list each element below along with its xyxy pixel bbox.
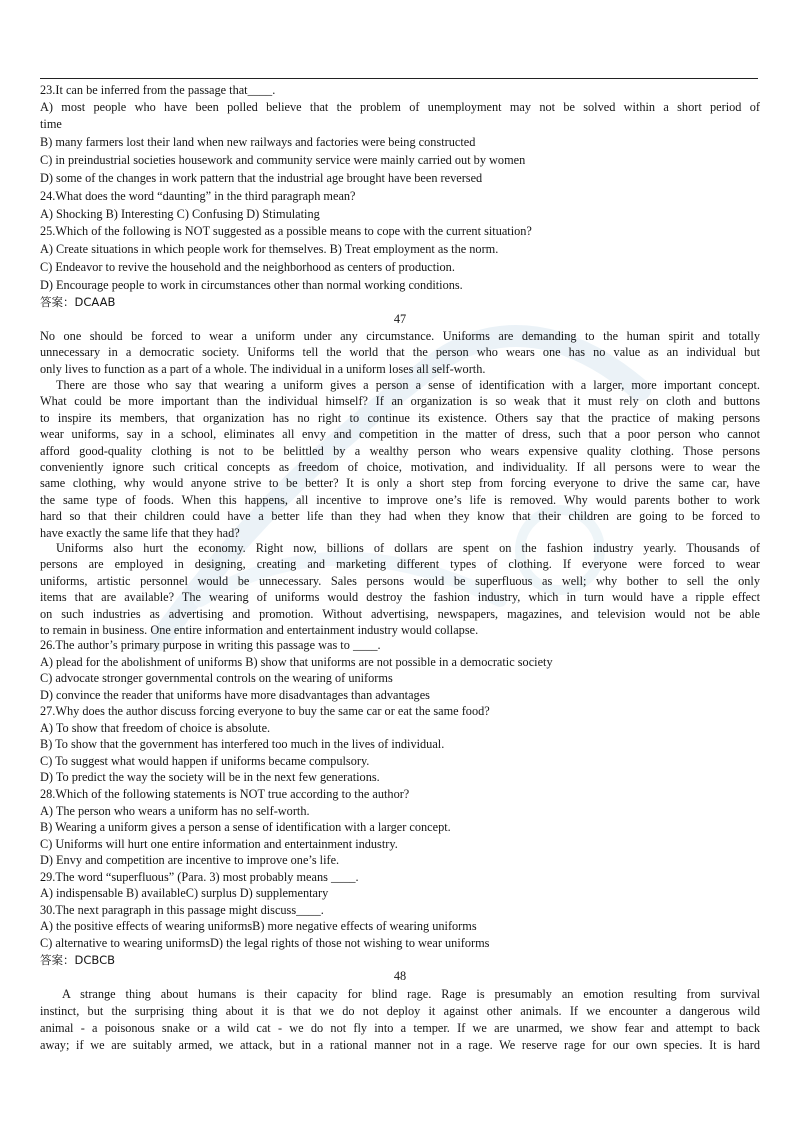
question-line: B) To show that the government has interfered too much in the lives of individual. bbox=[40, 737, 445, 752]
passage-47-p3-line: persons are employed in designing, creating and marketing different types of clothing. If everyone were forced to wear bbox=[40, 557, 760, 572]
question-24: 24.What does the word “daunting” in the third paragraph mean? bbox=[40, 189, 356, 203]
question-line: D) convince the reader that uniforms have more disadvantages than advantages bbox=[40, 687, 430, 702]
passage-47-p2-line: What could be more important than the individual himself? If an organization is so weak that it must rely on cloth and buttons bbox=[40, 394, 760, 409]
question-line: 27.Why does the author discuss forcing everyone to buy the same car or eat the same food? bbox=[40, 704, 490, 719]
option-23c: C) in preindustrial societies housework and community service were mainly carried out by women bbox=[40, 153, 526, 167]
option-23a: A) most people who have been polled believe that the problem of unemployment may not be solved within a short period of bbox=[40, 100, 760, 114]
options-25ab: A) Create situations in which people work for themselves. B) Treat employment as the norm. bbox=[40, 242, 499, 256]
option-23b: B) many farmers lost their land when new railways and factories were being constructed bbox=[40, 135, 476, 149]
question-line: A) plead for the abolishment of uniforms B) show that uniforms are not possible in a democratic society bbox=[40, 654, 553, 669]
question-line: C) To suggest what would happen if uniforms became compulsory. bbox=[40, 753, 370, 768]
question-line: 30.The next paragraph in this passage might discuss____. bbox=[40, 902, 324, 917]
passage-47-p1-line: unnecessary in a democratic society. Uniforms tell the world that the person who wears one has no value as an individual but bbox=[40, 345, 760, 360]
passage-47-p2-line: have exactly the same life that they had? bbox=[40, 525, 240, 540]
passage-48-p1-line: A strange thing about humans is their capacity for blind rage. Rage is presumably an emotion resulting from survival bbox=[62, 987, 760, 1001]
question-line: 28.Which of the following statements is NOT true according to the author? bbox=[40, 786, 410, 801]
options-24: A) Shocking B) Interesting C) Confusing D) Stimulating bbox=[40, 207, 320, 221]
passage-48-p1-line: animal - a poisonous snake or a wild cat - we do not fly into a temper. If we are unarmed, we show fear and attempt to back bbox=[40, 1021, 760, 1035]
question-line: 29.The word “superfluous” (Para. 3) most probably means ____. bbox=[40, 869, 359, 884]
question-line: C) advocate stronger governmental controls on the wearing of uniforms bbox=[40, 671, 393, 686]
passage-47-p2-line: There are those who say that wearing a uniform gives a person a sense of identification with a larger, more important concept. bbox=[56, 378, 760, 392]
passage-48-p1-line: instinct, but the surprising thing about it is that we do not deploy it against other animals. If we encounter a dangerous wild bbox=[40, 1004, 760, 1018]
passage-47-p2-line: to inspire its members, that organization has no right to continue its existence. Others say that the practice of making persons bbox=[40, 410, 760, 425]
passage-47-p3-line: items that are available? The wearing of uniforms would destroy the fashion industry, which in turn would have a ripple effect bbox=[40, 590, 760, 605]
passage-47-p2-line: wear uniforms, say in a school, eliminates all envy and competition in the matter of dress, such that a poor person who cannot bbox=[40, 427, 760, 442]
question-25: 25.Which of the following is NOT suggested as a possible means to cope with the current situation? bbox=[40, 224, 532, 238]
passage-47-p3-line: uniforms, artistic personnel would be unnecessary. Sales persons would be superfluous as well; why bother to sell the only bbox=[40, 573, 760, 588]
answer-key-2: 答案：DCBCB bbox=[40, 953, 115, 967]
option-23d: D) some of the changes in work pattern that the industrial age brought have been reversed bbox=[40, 171, 483, 185]
passage-47-p2-line: same clothing, why would anyone strive to be better? It is only a short step from forcing everyone to drive the same car, have bbox=[40, 476, 760, 491]
option-25d: D) Encourage people to work in circumstances other than normal working conditions. bbox=[40, 278, 463, 292]
question-line: A) indispensable B) availableC) surplus D) supplementary bbox=[40, 886, 329, 901]
passage-47-p2-line: the same type of foods. When this happens, all incentive to improve one’s life is removed. Why would parents bother to work bbox=[40, 492, 760, 507]
option-23a-cont: time bbox=[40, 117, 62, 131]
passage-47-p1-line: No one should be forced to wear a uniform under any circumstance. Uniforms are demanding to the human spirit and totally bbox=[40, 329, 760, 343]
question-23: 23.It can be inferred from the passage that____. bbox=[40, 83, 276, 97]
passage-47-p3-line: to remain in business. One entire information and entertainment industry would collapse. bbox=[40, 623, 479, 637]
passage-number-48: 48 bbox=[393, 969, 407, 983]
passage-47-p2-line: hard so that their children could have a better life than they had when they know that their children are going to be forced to bbox=[40, 509, 760, 524]
question-line: D) To predict the way the society will be in the next few generations. bbox=[40, 770, 380, 785]
passage-48-p1-line: away; if we are suitably armed, we attack, but in a rational manner not in a rage. We reserve rage for our own species. It is hard bbox=[40, 1038, 760, 1052]
passage-47-p1-line: only lives to function as a part of a whole. The individual in a uniform loses all self-worth. bbox=[40, 361, 486, 376]
question-line: C) Uniforms will hurt one entire information and entertainment industry. bbox=[40, 836, 398, 851]
question-line: C) alternative to wearing uniformsD) the legal rights of those not wishing to wear uniforms bbox=[40, 935, 490, 950]
passage-47-p3-line: on such industries as advertising and promotion. Without advertising, newspapers, magazines, and television would not be able bbox=[40, 606, 760, 621]
passage-47-p2-line: conveniently ignore such critical concepts as freedom of choice, motivation, and individuality. If all persons were to wear the bbox=[40, 460, 760, 474]
answer-key-1: 答案：DCAAB bbox=[40, 295, 116, 309]
question-line: A) The person who wears a uniform has no self-worth. bbox=[40, 803, 310, 818]
question-line: D) Envy and competition are incentive to improve one’s life. bbox=[40, 853, 340, 868]
option-25c: C) Endeavor to revive the household and the neighborhood as centers of production. bbox=[40, 260, 455, 274]
passage-number-47: 47 bbox=[393, 312, 407, 326]
passage-47-p3-line: Uniforms also hurt the economy. Right now, billions of dollars are spent on the fashion industry yearly. Thousands of bbox=[56, 541, 760, 555]
question-line: 26.The author’s primary purpose in writing this passage was to ____. bbox=[40, 638, 381, 652]
question-line: A) the positive effects of wearing uniformsB) more negative effects of wearing uniforms bbox=[40, 919, 477, 934]
passage-47-p2-line: afford good-quality clothing is not to be belittled by a wealthy person who wears expensive quality clothing. Those persons bbox=[40, 443, 760, 458]
top-divider bbox=[40, 78, 758, 79]
question-line: A) To show that freedom of choice is absolute. bbox=[40, 720, 271, 735]
question-line: B) Wearing a uniform gives a person a sense of identification with a larger concept. bbox=[40, 820, 451, 835]
